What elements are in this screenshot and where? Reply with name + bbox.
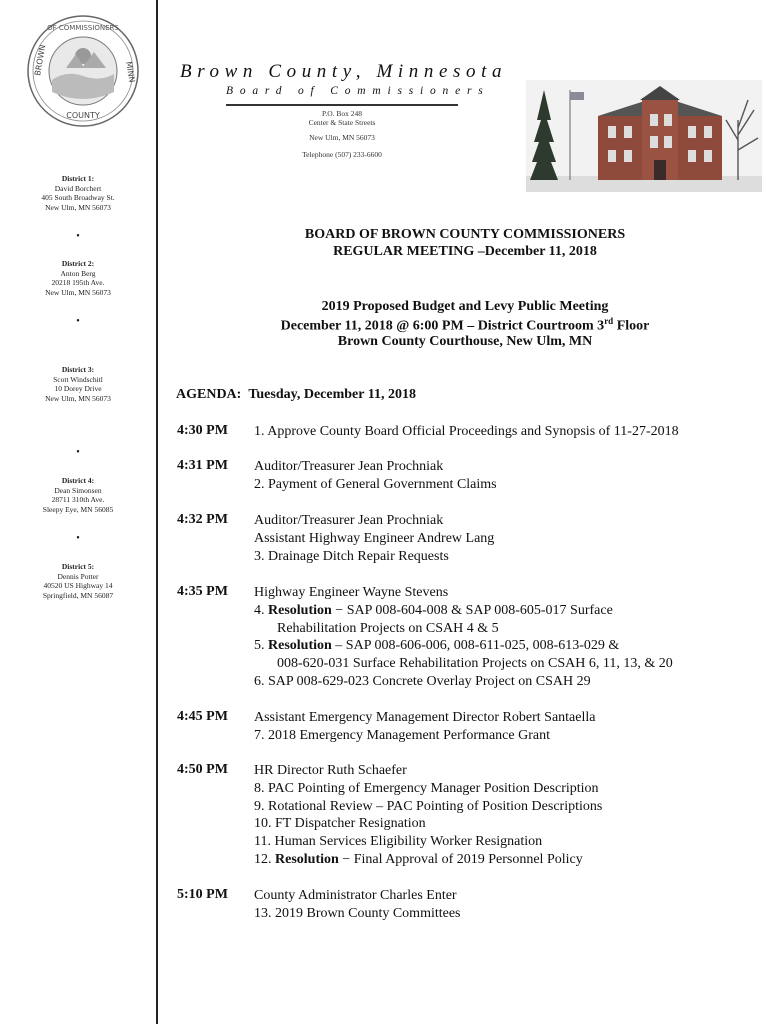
agenda-time: 4:45 PM	[177, 709, 228, 724]
item-number: 4.	[254, 602, 268, 618]
svg-text:MINN: MINN	[124, 60, 137, 84]
district-city: Sleepy Eye, MN 56085	[42, 504, 114, 514]
budget-meeting-details	[160, 316, 770, 335]
item-number: 12.	[254, 851, 275, 867]
agenda-item-block	[254, 709, 595, 745]
budget-meeting-location: Brown County Courthouse, New Ulm, MN	[337, 334, 593, 349]
district-street: 28711 310th Ave.	[51, 495, 105, 505]
agenda-line: 6. SAP 008-629-023 Concrete Overlay Project on CSAH 29	[254, 673, 591, 689]
agenda-line: 7. 2018 Emergency Management Performance Grant	[254, 727, 550, 743]
left-margin-rule	[156, 0, 158, 1024]
district-name: Dennis Potter	[57, 571, 99, 581]
agenda-line: 10. FT Dispatcher Resignation	[254, 816, 426, 832]
agenda-time: 4:35 PM	[177, 584, 228, 599]
agenda-item-block	[254, 512, 494, 565]
resolution-label: Resolution	[268, 638, 332, 654]
svg-text:BROWN: BROWN	[33, 44, 48, 77]
district-street: 20218 195th Ave.	[51, 278, 105, 288]
district-street: 10 Dorey Drive	[54, 384, 102, 394]
board-name: Board of Commissioners	[226, 85, 490, 97]
courthouse-photo	[526, 80, 762, 192]
agenda-item-block	[254, 458, 497, 494]
district-title: District 1:	[61, 174, 95, 183]
agenda-presenter: Assistant Emergency Management Director Robert Santaella	[254, 710, 596, 725]
meeting-subtitle: REGULAR MEETING –December 11, 2018	[333, 244, 597, 259]
agenda-line: 8. PAC Pointing of Emergency Manager Position Description	[254, 780, 599, 796]
district-4	[0, 476, 156, 514]
district-city: New Ulm, MN 56073	[45, 202, 111, 212]
item-number: 5.	[254, 638, 268, 654]
district-separator-4: •	[76, 533, 80, 544]
district-name: Dean Simonsen	[54, 485, 102, 495]
agenda-line: 2. Payment of General Government Claims	[254, 476, 497, 492]
district-city: New Ulm, MN 56073	[45, 287, 111, 297]
agenda-line: 13. 2019 Brown County Committees	[254, 905, 461, 921]
agenda-item-block	[254, 762, 602, 869]
agenda-line-continued: Rehabilitation Projects on CSAH 4 & 5	[277, 620, 499, 636]
agenda-line: 3. Drainage Ditch Repair Requests	[254, 548, 449, 564]
district-2	[0, 259, 156, 297]
agenda-line: 11. Human Services Eligibility Worker Resignation	[254, 834, 543, 850]
letterhead-rule	[226, 104, 458, 106]
district-city: New Ulm, MN 56073	[45, 393, 111, 403]
agenda-item-block	[254, 584, 673, 691]
district-name: David Borchert	[54, 183, 102, 193]
district-1	[0, 174, 156, 212]
county-seal-logo	[26, 14, 140, 128]
county-name: Brown County, Minnesota	[180, 61, 508, 82]
agenda-line-continued: 008-620-031 Surface Rehabilitation Projects on CSAH 6, 11, 13, & 20	[277, 656, 673, 672]
item-text: − SAP 008-604-008 & SAP 008-605-017 Surface	[331, 602, 613, 618]
svg-text:COUNTY: COUNTY	[66, 111, 100, 120]
svg-text:OF COMMISSIONERS: OF COMMISSIONERS	[47, 24, 119, 32]
district-title: District 4:	[61, 476, 95, 485]
agenda-item-block	[254, 423, 679, 441]
district-street: 405 South Broadway St.	[41, 193, 115, 203]
agenda-time: 4:50 PM	[177, 762, 228, 777]
agenda-line: 1. Approve County Board Official Proceedings and Synopsis of 11-27-2018	[254, 424, 679, 439]
agenda-line	[254, 851, 602, 869]
item-text: − Final Approval of 2019 Personnel Policy	[338, 851, 583, 867]
budget-details-floor: Floor	[613, 318, 650, 334]
agenda-presenter: Auditor/Treasurer Jean Prochniak	[254, 513, 444, 528]
district-title: District 2:	[61, 259, 95, 268]
agenda-line	[254, 602, 673, 620]
agenda-heading	[176, 387, 416, 403]
ordinal-suffix: rd	[604, 316, 614, 326]
meeting-title: BOARD OF BROWN COUNTY COMMISSIONERS	[304, 227, 626, 242]
district-5	[0, 562, 156, 600]
agenda-time: 4:31 PM	[177, 458, 228, 473]
agenda-item-block	[254, 887, 461, 923]
agenda-time: 4:30 PM	[177, 423, 228, 438]
agenda-label: AGENDA:	[176, 387, 242, 402]
agenda-presenter: County Administrator Charles Enter	[254, 888, 457, 903]
address-po-box: P.O. Box 248	[321, 109, 362, 118]
budget-details-text: December 11, 2018 @ 6:00 PM – District Courtroom 3	[280, 318, 605, 334]
budget-meeting-title: 2019 Proposed Budget and Levy Public Meeting	[321, 299, 609, 314]
district-3	[0, 365, 156, 403]
district-street: 40520 US Highway 14	[43, 581, 113, 591]
agenda-date: Tuesday, December 11, 2018	[248, 387, 416, 402]
resolution-label: Resolution	[268, 602, 332, 618]
district-separator-2: •	[76, 316, 80, 327]
district-name: Anton Berg	[60, 268, 96, 278]
item-text: – SAP 008-606-006, 008-611-025, 008-613-029 &	[331, 638, 620, 654]
address-streets: Center & State Streets	[308, 118, 376, 127]
district-separator-1: •	[76, 231, 80, 242]
district-name: Scott Windschitl	[53, 374, 103, 384]
agenda-line: 9. Rotational Review – PAC Pointing of Position Descriptions	[254, 798, 603, 814]
district-separator-3: •	[76, 447, 80, 458]
agenda-presenter: Auditor/Treasurer Jean Prochniak	[254, 459, 444, 474]
agenda-line	[254, 637, 673, 655]
resolution-label: Resolution	[275, 851, 339, 867]
district-city: Springfield, MN 56087	[42, 590, 114, 600]
address-city: New Ulm, MN 56073	[309, 133, 375, 142]
agenda-time: 4:32 PM	[177, 512, 228, 527]
telephone: Telephone (507) 233-6600	[302, 150, 382, 159]
agenda-presenter: Assistant Highway Engineer Andrew Lang	[254, 530, 495, 546]
agenda-time: 5:10 PM	[177, 887, 228, 902]
district-title: District 5:	[61, 562, 95, 571]
district-title: District 3:	[61, 365, 95, 374]
agenda-presenter: Highway Engineer Wayne Stevens	[254, 585, 449, 600]
agenda-presenter: HR Director Ruth Schaefer	[254, 763, 407, 778]
